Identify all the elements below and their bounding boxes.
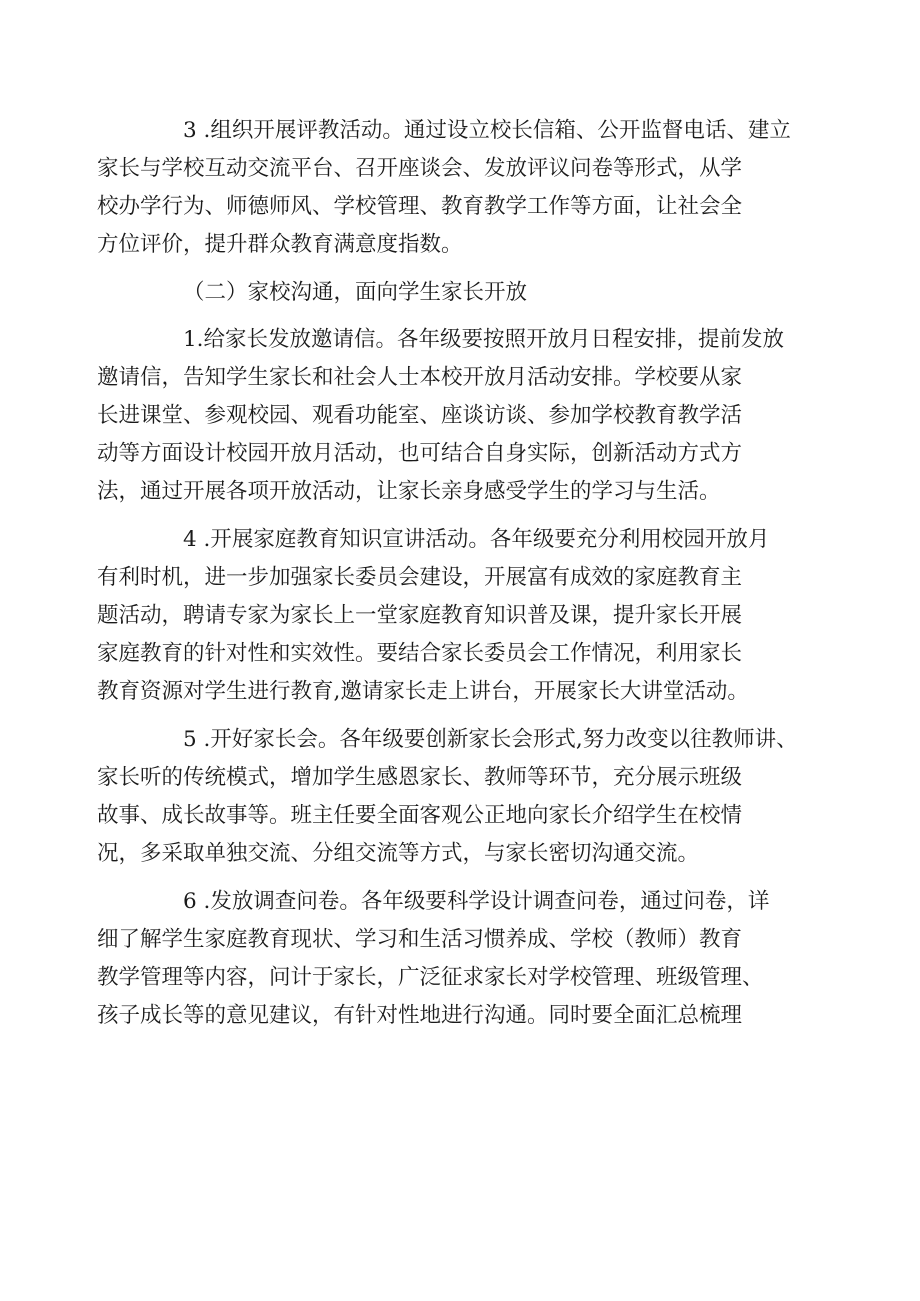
text-line: 题活动，聘请专家为家长上一堂家庭教育知识普及课，提升家长开展 [97,603,743,628]
text-line: 1.给家长发放邀请信。各年级要按照开放月日程安排，提前发放 [183,327,785,352]
text-line: 校办学行为、师德师风、学校管理、教育教学工作等方面，让社会全 [97,194,743,219]
paragraph-item-3 [97,112,800,264]
text-line: 家长听的传统模式，增加学生感恩家长、教师等环节，充分展示班级 [97,765,743,790]
text-line: 故事、成长故事等。班主任要全面客观公正地向家长介绍学生在校情 [97,803,743,828]
section-heading-text: （二）家校沟通，面向学生家长开放 [183,280,528,305]
text-line: 6 .发放调查问卷。各年级要科学设计调查问卷，通过问卷，详 [183,889,770,914]
text-line: 3 .组织开展评教活动。通过设立校长信箱、公开监督电话、建立 [183,118,791,143]
text-line: 4 .开展家庭教育知识宣讲活动。各年级要充分利用校园开放月 [183,527,770,552]
paragraph-item-4 [97,521,800,711]
text-line: 细了解学生家庭教育现状、学习和生活习惯养成、学校（教师）教育 [97,927,743,952]
text-line: 5 .开好家长会。各年级要创新家长会形式,努力改变以往教师讲、 [183,727,798,752]
document-body [97,112,800,1045]
paragraph-item-6 [97,883,800,1035]
paragraph-item-1 [97,321,800,511]
text-line: 动等方面设计校园开放月活动，也可结合自身实际，创新活动方式方 [97,441,743,466]
paragraph-item-5 [97,721,800,873]
text-line: 况，多采取单独交流、分组交流等方式，与家长密切沟通交流。 [97,841,700,866]
text-line: 有利时机，进一步加强家长委员会建设，开展富有成效的家庭教育主 [97,565,743,590]
section-heading [140,274,800,312]
text-line: 长进课堂、参观校园、观看功能室、座谈访谈、参加学校教育教学活 [97,403,743,428]
text-line: 邀请信，告知学生家长和社会人士本校开放月活动安排。学校要从家 [97,365,743,390]
text-line: 家庭教育的针对性和实效性。要结合家长委员会工作情况，利用家长 [97,641,743,666]
text-line: 家长与学校互动交流平台、召开座谈会、发放评议问卷等形式，从学 [97,156,743,181]
text-line: 方位评价，提升群众教育满意度指数。 [97,232,463,257]
text-line: 教学管理等内容，问计于家长，广泛征求家长对学校管理、班级管理、 [97,965,764,990]
text-line: 教育资源对学生进行教育,邀请家长走上讲台，开展家长大讲堂活动。 [97,679,749,704]
text-line: 法，通过开展各项开放活动，让家长亲身感受学生的学习与生活。 [97,479,721,504]
text-line: 孩子成长等的意见建议，有针对性地进行沟通。同时要全面汇总梳理 [97,1003,743,1028]
